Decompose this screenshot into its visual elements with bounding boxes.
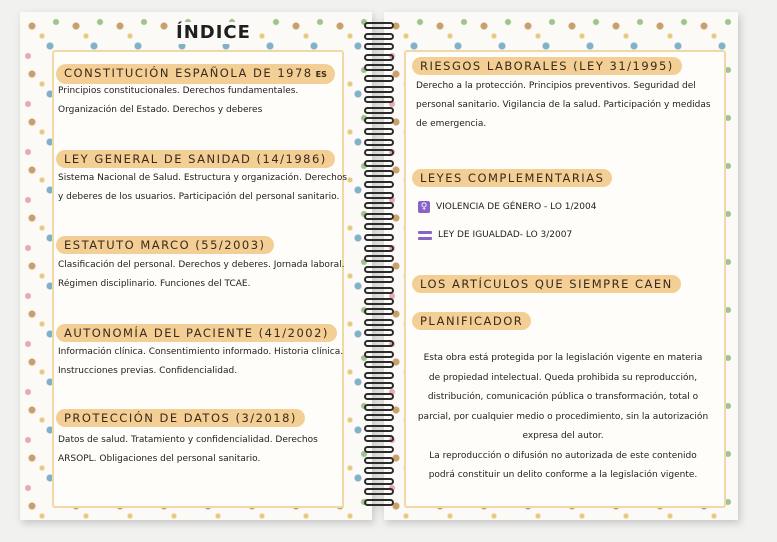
spiral-ring — [364, 255, 394, 262]
spiral-ring — [364, 287, 394, 294]
spiral-ring — [364, 488, 394, 495]
section-constitucion-body — [58, 82, 298, 120]
spiral-ring — [364, 149, 394, 156]
spiral-ring — [364, 96, 394, 103]
legal-line: distribución, comunicación pública o transformación, total o — [427, 392, 699, 402]
spiral-ring — [364, 245, 394, 252]
equals-icon — [418, 231, 432, 240]
spiral-ring — [364, 202, 394, 209]
spiral-ring — [364, 457, 394, 464]
es-badge: ES — [315, 70, 327, 79]
body-line: Clasificación del personal. Derechos y deberes. Jornada laboral. — [58, 260, 345, 270]
spiral-ring — [364, 361, 394, 368]
legal-notice — [408, 349, 718, 486]
heading-estatuto-marco: ESTATUTO MARCO (55/2003) — [56, 236, 274, 254]
section-ley-general-sanidad-body — [58, 169, 347, 207]
body-line: Información clínica. Consentimiento informado. Historia clínica. — [58, 347, 344, 357]
spiral-ring — [364, 160, 394, 167]
spiral-ring — [364, 22, 394, 29]
spiral-ring — [364, 340, 394, 347]
spiral-ring — [364, 276, 394, 283]
heading-articulos-que-siempre-caen: LOS ARTÍCULOS QUE SIEMPRE CAEN — [412, 275, 681, 293]
body-line: y deberes de los usuarios. Participación del personal sanitario. — [58, 192, 340, 202]
section-autonomia-paciente-body — [58, 343, 343, 381]
legal-line: La reproducción o difusión no autorizada de este contenido — [429, 450, 697, 461]
spiral-ring — [364, 404, 394, 411]
legal-line: parcial, por cualquier medio o procedimiento, sin la autorización — [417, 411, 709, 422]
spiral-ring — [364, 329, 394, 336]
spiral-ring — [364, 372, 394, 379]
heading-constitucion — [56, 64, 335, 84]
spiral-ring — [364, 170, 394, 177]
heading-leyes-complementarias: LEYES COMPLEMENTARIAS — [412, 169, 612, 187]
legal-line: Esta obra está protegida por la legislación vigente en materia — [423, 353, 703, 363]
left-page — [20, 12, 372, 520]
body-line: Datos de salud. Tratamiento y confidencialidad. Derechos — [58, 435, 318, 445]
spiral-ring — [364, 43, 394, 50]
section-riesgos-laborales-body — [416, 77, 711, 134]
spiral-ring — [364, 107, 394, 114]
heading-constitucion-text: CONSTITUCIÓN ESPAÑOLA DE 1978 — [64, 66, 313, 80]
spiral-ring — [364, 319, 394, 326]
body-line: personal sanitario. Vigilancia de la salud. Participación y medidas — [416, 100, 711, 110]
spiral-ring — [364, 382, 394, 389]
body-line: Principios constitucionales. Derechos fundamentales. — [58, 86, 299, 96]
spiral-ring — [364, 75, 394, 82]
spiral-ring — [364, 308, 394, 315]
body-line: Sistema Nacional de Salud. Estructura y organización. Derechos — [58, 173, 348, 183]
spiral-ring — [364, 351, 394, 358]
spiral-ring — [364, 435, 394, 442]
body-line: Derecho a la protección. Principios preventivos. Seguridad del — [416, 81, 696, 91]
spiral-ring — [364, 181, 394, 188]
spiral-ring — [364, 393, 394, 400]
legal-line: de propiedad intelectual. Queda prohibida su reproducción, — [428, 372, 698, 383]
spiral-ring — [364, 128, 394, 135]
spiral-ring — [364, 117, 394, 124]
body-line: Régimen disciplinario. Funciones del TCAE. — [58, 279, 251, 289]
spiral-ring — [364, 414, 394, 421]
heading-autonomia-paciente: AUTONOMÍA DEL PACIENTE (41/2002) — [56, 324, 337, 342]
spiral-ring — [364, 234, 394, 241]
item-violencia-genero — [418, 201, 596, 213]
spiral-ring — [364, 213, 394, 220]
index-title: ÍNDICE — [170, 22, 257, 44]
heading-ley-general-sanidad: LEY GENERAL DE SANIDAD (14/1986) — [56, 150, 335, 168]
spiral-ring — [364, 64, 394, 71]
spiral-binding — [364, 18, 394, 514]
female-sign-icon: ♀ — [418, 201, 430, 213]
body-line: Organización del Estado. Derechos y deberes — [58, 105, 263, 115]
spiral-ring — [364, 266, 394, 273]
spiral-ring — [364, 478, 394, 485]
section-estatuto-marco-body — [58, 256, 345, 294]
spiral-ring — [364, 467, 394, 474]
legal-line: podrá constituir un delito conforme a la legislación vigente. — [428, 470, 698, 480]
legal-line: expresa del autor. — [522, 431, 604, 441]
spiral-ring — [364, 86, 394, 93]
heading-proteccion-datos: PROTECCIÓN DE DATOS (3/2018) — [56, 409, 305, 427]
body-line: de emergencia. — [416, 119, 487, 129]
spiral-ring — [364, 223, 394, 230]
body-line: ARSOPL. Obligaciones del personal sanitario. — [58, 454, 261, 464]
heading-riesgos-laborales: RIESGOS LABORALES (LEY 31/1995) — [412, 57, 682, 75]
body-line: Instrucciones previas. Confidencialidad. — [58, 366, 238, 376]
item-ley-igualdad — [418, 230, 572, 240]
spiral-ring — [364, 446, 394, 453]
item-label: LEY DE IGUALDAD- LO 3/2007 — [438, 230, 573, 240]
spiral-ring — [364, 298, 394, 305]
spiral-ring — [364, 192, 394, 199]
item-label: VIOLENCIA DE GÉNERO - LO 1/2004 — [436, 202, 597, 212]
spiral-ring — [364, 499, 394, 506]
spiral-ring — [364, 425, 394, 432]
spiral-ring — [364, 54, 394, 61]
spiral-ring — [364, 139, 394, 146]
right-page — [384, 12, 738, 520]
heading-planificador: PLANIFICADOR — [412, 312, 531, 330]
notebook — [20, 12, 738, 520]
section-proteccion-datos-body — [58, 431, 318, 469]
spiral-ring — [364, 33, 394, 40]
